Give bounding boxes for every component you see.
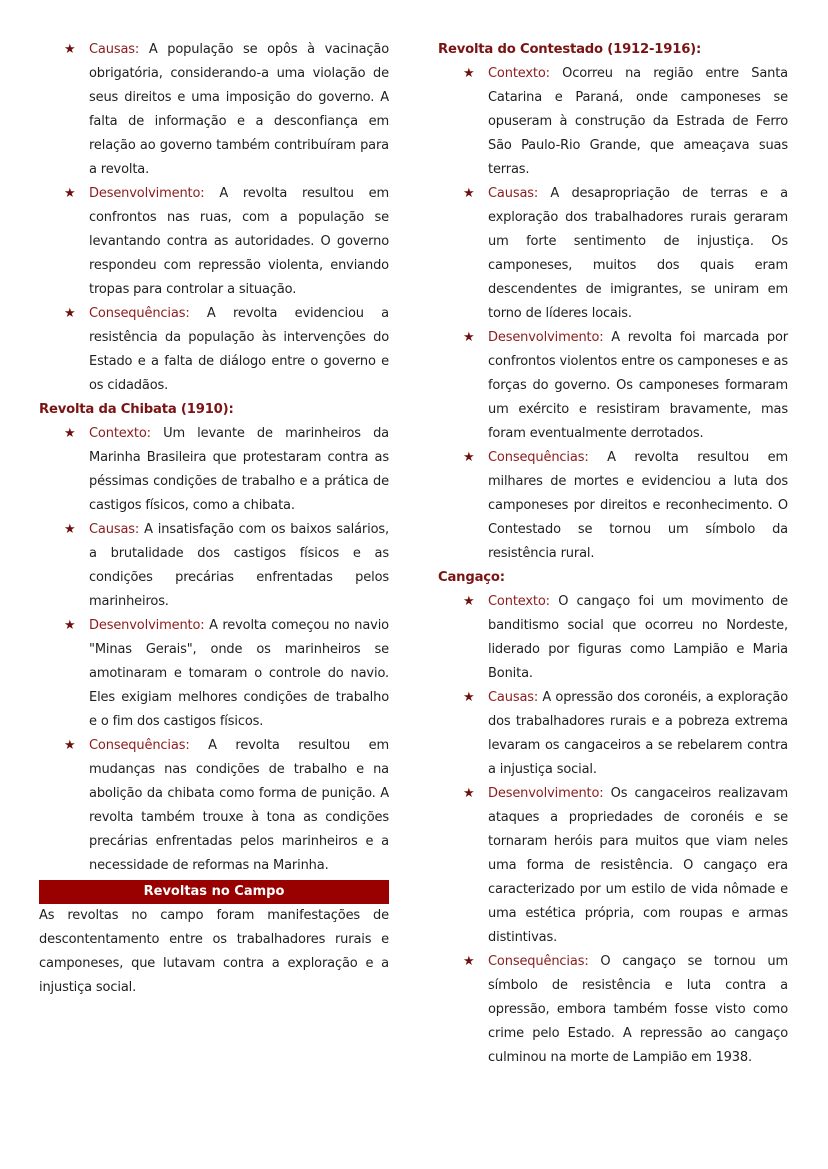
item-text: Os cangaceiros realizavam ataques a propriedades de coronéis e se tornaram heróis para muitos que viam neles uma forma de resistência. O cangaço era caracterizado por um estilo de vida nômade e uma estética própria, com roupas e armas distintivas. [488,786,788,945]
item-label: Contexto: [89,426,151,441]
star-icon: ★ [463,594,475,609]
item-text: A revolta resultou em milhares de mortes e evidenciou a luta dos camponeses por direitos e reconhecimento. O Contestado se tornou um símbolo da resistência rural. [488,450,788,561]
star-icon: ★ [64,426,76,441]
vacina-list [39,38,389,398]
star-icon: ★ [463,786,475,801]
star-icon: ★ [64,618,76,633]
intro-paragraph: As revoltas no campo foram manifestações de descontentamento entre os trabalhadores rurais e camponeses, que lutavam contra a exploração e a injustiça social. [39,908,389,995]
star-icon: ★ [64,738,76,753]
list-item-desenvolvimento [64,614,389,734]
item-label: Contexto: [488,594,550,609]
item-text: A insatisfação com os baixos salários, a brutalidade dos castigos físicos e as condições precárias enfrentadas pelos marinheiros. [89,522,389,609]
list-item-causas [463,686,788,782]
star-icon: ★ [64,186,76,201]
item-label: Consequências: [488,954,589,969]
list-item-consequencias [463,446,788,566]
list-item-consequencias [463,950,788,1070]
list-item-causas [64,518,389,614]
star-icon: ★ [463,330,475,345]
item-label: Desenvolvimento: [89,186,205,201]
star-icon: ★ [64,306,76,321]
item-text: O cangaço foi um movimento de banditismo social que ocorreu no Nordeste, liderado por figuras como Lampião e Maria Bonita. [488,594,788,681]
star-icon: ★ [463,186,475,201]
item-label: Desenvolvimento: [488,330,604,345]
item-label: Consequências: [488,450,589,465]
list-item-causas [463,182,788,326]
list-item-contexto [64,422,389,518]
item-text: A desapropriação de terras e a exploração dos trabalhadores rurais geraram um forte sentimento de injustiça. Os camponeses, muitos dos quais eram descendentes de imigrantes, se uniram em torno de líderes locais. [488,186,788,321]
item-label: Contexto: [488,66,550,81]
item-text: A população se opôs à vacinação obrigatória, considerando-a uma violação de seus direitos e uma imposição do governo. A falta de informação e a desconfiança em relação ao governo também contribuíram para a revolta. [89,42,389,177]
list-item-contexto [463,590,788,686]
section-heading-cangaco: Cangaço: [438,570,505,585]
item-text: A revolta resultou em mudanças nas condições de trabalho e na abolição da chibata como forma de punição. A revolta também trouxe à tona as condições precárias enfrentadas pelos marinheiros e a necessidade de reformas na Marinha. [89,738,389,873]
star-icon: ★ [463,450,475,465]
star-icon: ★ [463,66,475,81]
item-label: Desenvolvimento: [488,786,604,801]
right-column [438,38,788,1070]
item-label: Causas: [488,186,539,201]
list-item-desenvolvimento [64,182,389,302]
item-text: A revolta começou no navio "Minas Gerais", onde os marinheiros se amotinaram e tomaram o controle do navio. Eles exigiam melhores condições de trabalho e o fim dos castigos físicos. [89,618,389,729]
item-text: A opressão dos coronéis, a exploração dos trabalhadores rurais e a pobreza extrema levaram os cangaceiros a se rebelarem contra a injustiça social. [488,690,788,777]
contestado-list [438,62,788,566]
list-item-desenvolvimento [463,782,788,950]
star-icon: ★ [64,522,76,537]
item-label: Desenvolvimento: [89,618,205,633]
chibata-list [39,422,389,878]
item-text: Um levante de marinheiros da Marinha Brasileira que protestaram contra as péssimas condições de trabalho e a prática de castigos físicos, como a chibata. [89,426,389,513]
star-icon: ★ [64,42,76,57]
item-label: Causas: [89,42,140,57]
list-item-consequencias [64,302,389,398]
star-icon: ★ [463,690,475,705]
list-item-causas [64,38,389,182]
list-item-desenvolvimento [463,326,788,446]
list-item-contexto [463,62,788,182]
star-icon: ★ [463,954,475,969]
item-text: A revolta foi marcada por confrontos violentos entre os camponeses e as forças do governo. Os camponeses formaram um exército e resistiram bravamente, mas foram eventualmente derrotados. [488,330,788,441]
item-label: Consequências: [89,306,190,321]
section-heading-chibata: Revolta da Chibata (1910): [39,402,234,417]
list-item-consequencias [64,734,389,878]
cangaco-list [438,590,788,1070]
item-label: Causas: [89,522,140,537]
item-text: Ocorreu na região entre Santa Catarina e Paraná, onde camponeses se opuseram à construção da Estrada de Ferro São Paulo-Rio Grande, que ameaçava suas terras. [488,66,788,177]
item-label: Consequências: [89,738,190,753]
item-text: O cangaço se tornou um símbolo de resistência e luta contra a opressão, embora também fosse visto como crime pelo Estado. A repressão ao cangaço culminou na morte de Lampião em 1938. [488,954,788,1065]
item-label: Causas: [488,690,539,705]
section-banner-revoltas-no-campo: Revoltas no Campo [39,880,389,904]
item-text: A revolta evidenciou a resistência da população às intervenções do Estado e a falta de diálogo entre o governo e os cidadãos. [89,306,389,393]
section-heading-contestado: Revolta do Contestado (1912-1916): [438,42,702,57]
left-column [39,38,389,1000]
item-text: A revolta resultou em confrontos nas ruas, com a população se levantando contra as autoridades. O governo respondeu com repressão violenta, enviando tropas para controlar a situação. [89,186,389,297]
